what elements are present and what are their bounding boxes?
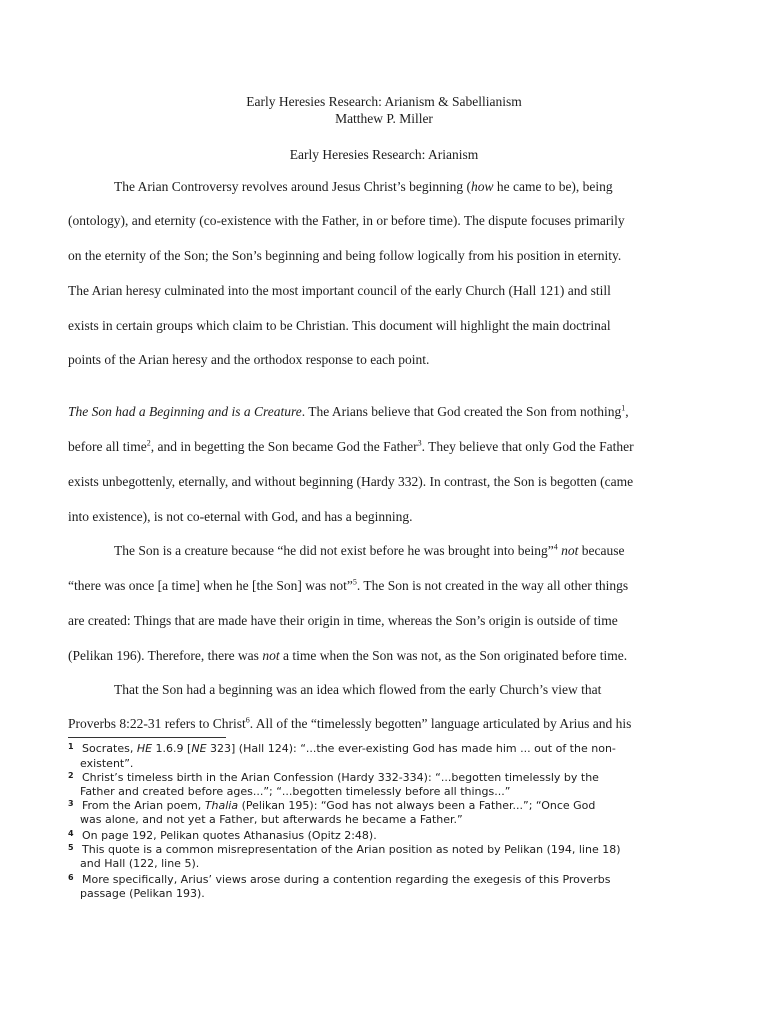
document-author: Matthew P. Miller xyxy=(335,111,433,126)
footnote-ref-2[interactable]: 2 xyxy=(146,438,151,448)
footnote-2: 2 Christ’s timeless birth in the Arian Confession (Hardy 332-334): “...begotten timelessly by the xyxy=(68,771,599,784)
paragraph-3-line-4: (Pelikan 196). Therefore, there was not a time when the Son was not, as the Son originated before time. xyxy=(68,648,628,663)
footnote-number: 4 xyxy=(68,829,74,838)
paragraph-1-line-1: The Arian Controversy revolves around Jesus Christ’s beginning (how he came to be), being xyxy=(114,179,613,194)
section-title: Early Heresies Research: Arianism xyxy=(289,147,479,162)
subheading: The Son had a Beginning and is a Creature xyxy=(68,404,302,419)
paragraph-4-line-2: Proverbs 8:22-31 refers to Christ$^6$. All of the “timelessly begotten” language articulated by Arius and his xyxy=(68,715,632,731)
document-title: Early Heresies Research: Arianism & Sabellianism xyxy=(246,94,522,109)
footnote-3-line-2: was alone, and not yet a Father, but afterwards he became a Father.” xyxy=(80,813,463,826)
footnote-6: 6 More specifically, Arius’ views arose during a contention regarding the exegesis of this Proverbs xyxy=(68,873,611,886)
footnote-ref-5[interactable]: 5 xyxy=(352,577,357,587)
footnote-2-line-2: Father and created before ages...”; “...begotten timelessly before all things...” xyxy=(80,785,511,798)
footnote-number: 3 xyxy=(68,799,74,808)
footnote-number: 6 xyxy=(68,873,74,882)
footnote-3: 3 From the Arian poem, Thalia (Pelikan 195): “God has not always been a Father...”; “Once God xyxy=(68,799,596,812)
footnote-number: 1 xyxy=(68,742,74,751)
paragraph-3-line-2: “there was once [a time] when he [the Son] was not”$^5$. The Son is not created in the way all other things xyxy=(68,577,629,593)
paragraph-1-line-4: The Arian heresy culminated into the most important council of the early Church (Hall 121) and still xyxy=(68,283,611,298)
footnote-number: 5 xyxy=(68,843,74,852)
paragraph-2-line-4: into existence), is not co-eternal with God, and has a beginning. xyxy=(68,509,413,524)
footnote-5-line-2: and Hall (122, line 5). xyxy=(80,857,200,870)
paragraph-2-line-1: The Son had a Beginning and is a Creature. The Arians believe that God created the Son from nothing$^1$, xyxy=(68,403,629,419)
paragraph-1-line-3: on the eternity of the Son; the Son’s beginning and being follow logically from his position in eternity. xyxy=(68,248,622,263)
paragraph-2-line-3: exists unbegottenly, eternally, and without beginning (Hardy 332). In contrast, the Son is begotten (came xyxy=(68,474,634,489)
footnote-ref-4[interactable]: 4 xyxy=(553,542,558,552)
paragraph-1-line-5: exists in certain groups which claim to be Christian. This document will highlight the main doctrinal xyxy=(68,318,611,333)
footnote-ref-1[interactable]: 1 xyxy=(621,403,626,413)
footnote-5: 5 This quote is a common misrepresentation of the Arian position as noted by Pelikan (194, line 18) xyxy=(68,843,621,856)
paragraph-3-line-3: are created: Things that are made have their origin in time, whereas the Son’s origin is outside of time xyxy=(68,613,618,628)
paragraph-2-line-2: before all time$^2$, and in begetting the Son became God the Father$^3$. They believe that only God the Father xyxy=(68,438,634,454)
paragraph-1-line-6: points of the Arian heresy and the orthodox response to each point. xyxy=(68,352,430,367)
paragraph-4-line-1: That the Son had a beginning was an idea which flowed from the early Church’s view that xyxy=(114,682,602,697)
footnote-ref-3[interactable]: 3 xyxy=(417,438,422,448)
footnote-1-line-2: existent”. xyxy=(80,757,134,770)
footnote-6-line-2: passage (Pelikan 193). xyxy=(80,887,205,900)
footnote-4: 4 On page 192, Pelikan quotes Athanasius (Opitz 2:48). xyxy=(68,829,377,842)
footnote-1: 1 Socrates, HE 1.6.9 [NE 323] (Hall 124): “...the ever-existing God has made him ... out of the non- xyxy=(68,742,616,755)
paragraph-3-line-1: The Son is a creature because “he did not exist before he was brought into being”$^4$ not because xyxy=(114,542,625,558)
paragraph-1-line-2: (ontology), and eternity (co-existence with the Father, in or before time). The dispute focuses primarily xyxy=(68,213,625,228)
footnote-number: 2 xyxy=(68,771,74,780)
footnote-ref-6[interactable]: 6 xyxy=(245,715,250,725)
footnote-separator xyxy=(68,737,226,738)
